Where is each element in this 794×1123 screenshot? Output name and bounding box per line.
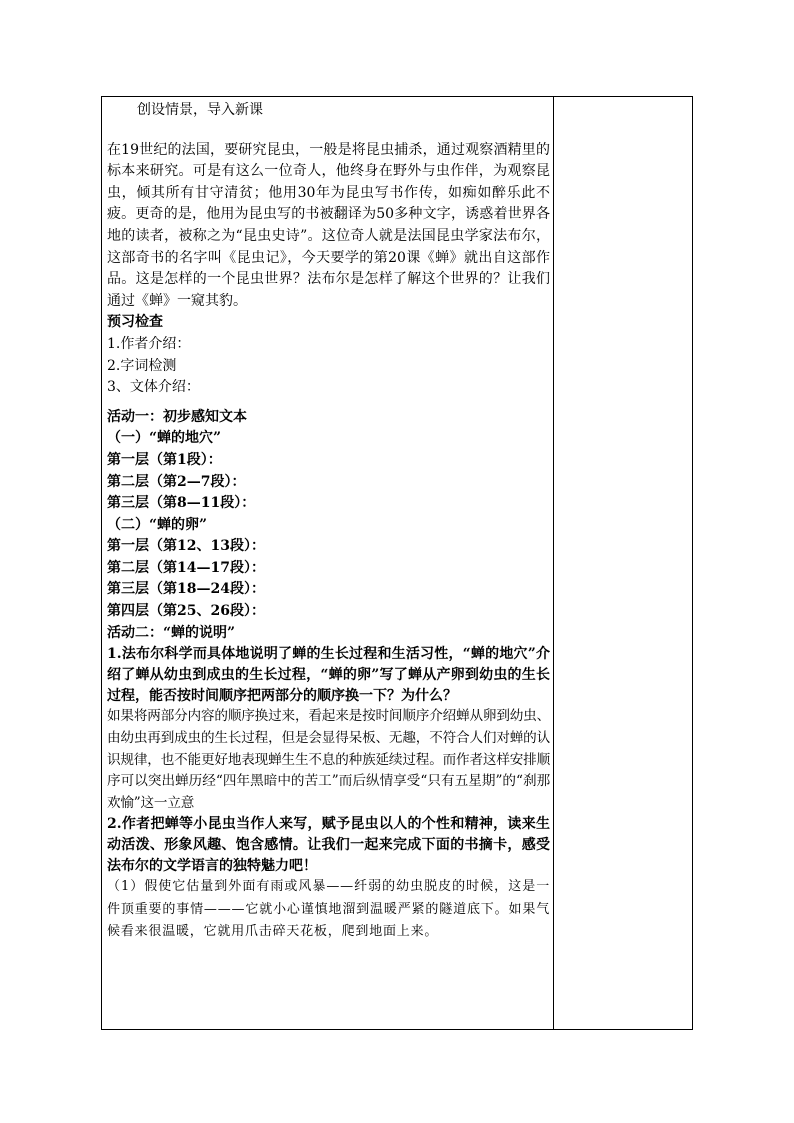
activity2-excerpt1: （1）假使它估量到外面有雨或风暴——纤弱的幼虫脱皮的时候，这是一件顶重要的事情———它就小心谨慎地溜到温暖严紧的隧道底下。如果气候看来很温暖，它就用爪击碎天花板，爬到地面上来。 <box>107 879 550 940</box>
activity2-answer1: 如果将两部分内容的顺序换过来，看起来是按时间顺序介绍蝉从卵到幼虫、由幼虫再到成虫的生长过程，但是会显得呆板、无趣，不符合人们对蝉的认识规律，也不能更好地表现蝉生生不息的种族延续过程。而作者这样安排顺序可以突出蝉历经“四年黑暗中的苦工”而后纵情享受“只有五星期”的“刹那欢愉”这一立意 <box>107 708 550 811</box>
intro-paragraph: 在19世纪的法国，要研究昆虫，一般是将昆虫捕杀，通过观察酒精里的标本来研究。可是有这么一位奇人，他终身在野外与虫作伴，为观察昆虫，倾其所有甘守清贫；他用30年为昆虫写书作传，如痴如醉乐此不疲。更奇的是，他用为昆虫写的书被翻译为50多种文字，诱惑着世界各地的读者，被称之为“昆虫史诗”。这位奇人就是法国昆虫学家法布尔，这部奇书的名字叫《昆虫记》，今天要学的第20课《蝉》就出自这部作品。这是怎样的一个昆虫世界？法布尔是怎样了解这个世界的？让我们通过《蝉》一窥其豹。 <box>107 141 550 309</box>
part2-layer-4: 第四层（第25、26段）： <box>107 603 265 620</box>
activity1-title: 活动一：初步感知文本 <box>107 408 247 425</box>
activity1-part1-title: （一）“蝉的地穴” <box>107 430 222 447</box>
blank-line <box>107 122 550 140</box>
part2-layer-2: 第二层（第14—17段）： <box>107 559 265 576</box>
preview-title: 预习检查 <box>107 314 163 331</box>
preview-item-author: 1.作者介绍： <box>107 335 191 352</box>
part1-layer-1: 第一层（第1段）： <box>107 451 222 468</box>
part2-layer-1: 第一层（第12、13段）： <box>107 538 265 555</box>
part1-layer-3: 第三层（第8—11段）： <box>107 495 256 512</box>
notes-column-cell <box>554 97 692 1029</box>
activity2-question2: 2.作者把蝉等小昆虫当作人来写，赋予昆虫以人的个性和精神，读来生动活泼、形象风趣、饱含感情。让我们一起来完成下面的书摘卡，感受法布尔的文学语言的独特魅力吧！ <box>107 816 550 874</box>
part2-layer-3: 第三层（第18—24段）： <box>107 581 265 598</box>
preview-item-genre: 3、文体介绍： <box>107 379 200 396</box>
activity2-question1: 1.法布尔科学而具体地说明了蝉的生长过程和生活习性，“蝉的地穴”介绍了蝉从幼虫到成虫的生长过程，“蝉的卵”写了蝉从产卵到幼虫的生长过程，能否按时间顺序把两部分的顺序换一下？为什么？ <box>107 646 550 704</box>
activity1-part2-title: （二）“蝉的卵” <box>107 516 208 533</box>
blank-line <box>107 399 550 407</box>
main-content-cell <box>107 100 550 944</box>
part1-layer-2: 第二层（第2—7段）： <box>107 473 246 490</box>
intro-heading: 创设情景，导入新课 <box>137 102 263 118</box>
preview-item-words: 2.字词检测 <box>107 357 177 374</box>
activity2-title: 活动二：“蝉的说明” <box>107 624 236 641</box>
lesson-plan-table <box>101 96 693 1030</box>
